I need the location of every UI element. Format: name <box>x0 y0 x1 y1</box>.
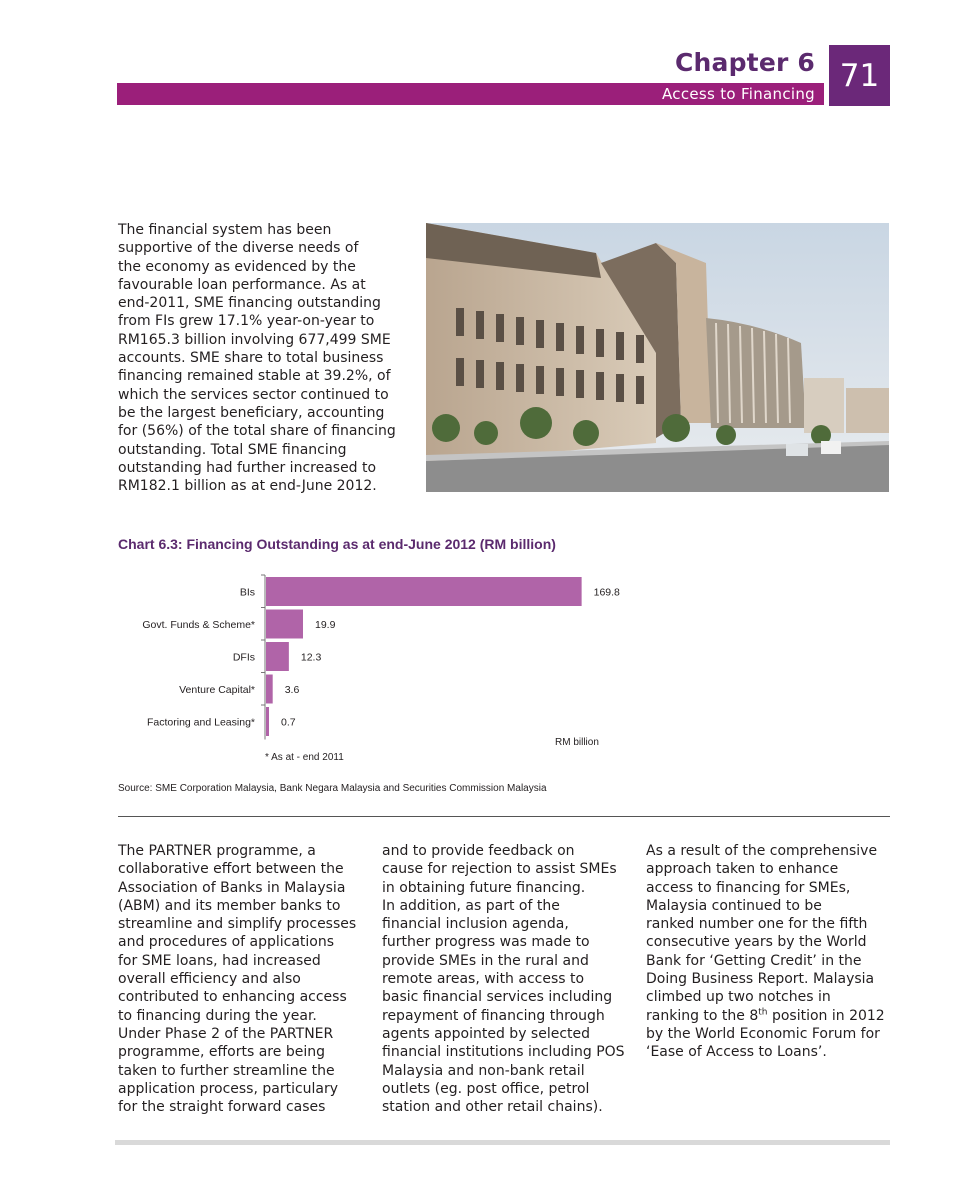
text-line: The PARTNER programme, a <box>118 843 316 859</box>
text-line: to financing during the year. <box>118 1007 317 1024</box>
chart-category-label: Factoring and Leasing* <box>147 716 255 729</box>
chart-category-label: Govt. Funds & Scheme* <box>142 619 255 631</box>
text-line: approach taken to enhance <box>646 861 839 878</box>
text-line: provide SMEs in the rural and <box>382 952 589 969</box>
chart-data-label: 3.6 <box>284 684 300 696</box>
intro-line: The financial system has been <box>118 222 332 238</box>
text-line: further progress was made to <box>382 934 590 951</box>
text-line: (ABM) and its member banks to <box>118 897 341 914</box>
intro-line: favourable loan performance. As at <box>118 276 366 293</box>
text-line: and to provide feedback on <box>382 843 575 859</box>
text-line: outlets (eg. post office, petrol <box>382 1080 590 1097</box>
text-line: In addition, as part of the <box>382 897 560 914</box>
intro-line: outstanding. Total SME financing <box>118 441 347 458</box>
text-line: repayment of financing through <box>382 1007 605 1024</box>
section-divider <box>118 816 890 817</box>
intro-line: which the services sector continued to <box>118 386 389 403</box>
text-line: financial inclusion agenda, <box>382 916 569 933</box>
text-line: application process, particulary <box>118 1080 339 1097</box>
text-line: by the World Economic Forum for <box>646 1025 880 1042</box>
chart-data-label: 12.3 <box>300 651 322 664</box>
intro-line: financing remained stable at 39.2%, of <box>118 368 391 385</box>
text-line: for SME loans, had increased <box>118 952 321 969</box>
intro-line: RM182.1 billion as at end-June 2012. <box>118 478 377 495</box>
text-line: financial institutions including POS <box>382 1044 625 1061</box>
text-line: Doing Business Report. Malaysia <box>646 971 875 988</box>
intro-line: RM165.3 billion involving 677,499 SME <box>118 331 391 348</box>
chart-title: Chart 6.3: Financing Outstanding as at end-June 2012 (RM billion) <box>118 536 556 552</box>
chart-bar <box>266 707 269 736</box>
intro-line: outstanding had further increased to <box>118 459 377 476</box>
text-line: for the straight forward cases <box>118 1099 326 1116</box>
text-line: ranked number one for the fifth <box>646 916 868 933</box>
text-line: remote areas, with access to <box>382 971 585 988</box>
intro-line: accounts. SME share to total business <box>118 350 384 367</box>
text-line: streamline and simplify processes <box>118 916 357 933</box>
intro-line: for (56%) of the total share of financing <box>118 423 396 440</box>
text-line: basic financial services including <box>382 989 613 1006</box>
chart-category-label: DFIs <box>232 651 255 664</box>
text-line: Malaysia continued to be <box>646 897 822 914</box>
source-note: Source: SME Corporation Malaysia, Bank Negara Malaysia and Securities Commission Malaysia <box>118 783 547 794</box>
chart-footnote: * As at - end 2011 <box>265 752 344 763</box>
intro-line: be the largest beneficiary, accounting <box>118 404 385 421</box>
text-line: Malaysia and non-bank retail <box>382 1062 585 1079</box>
chart-data-label: 19.9 <box>314 619 336 631</box>
chart-bar <box>266 577 582 606</box>
chart-bar <box>266 610 303 639</box>
column-1-text <box>118 842 368 1116</box>
page-number: 71 <box>829 45 890 106</box>
financing-bar-chart <box>110 565 670 740</box>
text-line: Association of Banks in Malaysia <box>118 879 346 896</box>
column-3-text <box>646 842 896 1062</box>
intro-paragraph <box>118 221 402 495</box>
building-photo <box>426 223 889 492</box>
text-line: As a result of the comprehensive <box>646 843 878 859</box>
chart-category-label: Venture Capital* <box>179 684 255 696</box>
intro-line: end-2011, SME financing outstanding <box>118 295 381 312</box>
ranking-line: ranking to the 8th position in 2012 <box>646 1007 885 1024</box>
column-2-text <box>382 842 632 1116</box>
text-line: Under Phase 2 of the PARTNER <box>118 1025 334 1042</box>
text-line: climbed up two notches in <box>646 989 831 1006</box>
chart-bar <box>266 642 289 671</box>
chapter-title: Chapter 6 <box>674 48 815 77</box>
intro-line: supportive of the diverse needs of <box>118 240 359 257</box>
text-line: consecutive years by the World <box>646 934 867 951</box>
text-line: in obtaining future financing. <box>382 879 586 896</box>
intro-line: from FIs grew 17.1% year-on-year to <box>118 313 375 330</box>
text-line: ‘Ease of Access to Loans’. <box>646 1044 827 1061</box>
chart-x-axis-label: RM billion <box>555 737 599 748</box>
text-line: programme, efforts are being <box>118 1044 325 1061</box>
footer-bar <box>115 1140 890 1145</box>
intro-line: the economy as evidenced by the <box>118 258 356 275</box>
chart-data-label: 0.7 <box>281 716 296 729</box>
text-line: collaborative effort between the <box>118 861 344 878</box>
text-line: access to financing for SMEs, <box>646 879 851 896</box>
chart-data-label: 169.8 <box>593 586 620 599</box>
section-title: Access to Financing <box>662 85 815 103</box>
text-line: overall efficiency and also <box>118 971 301 988</box>
text-line: cause for rejection to assist SMEs <box>382 861 617 878</box>
text-line: taken to further streamline the <box>118 1062 335 1079</box>
text-line: and procedures of applications <box>118 934 335 951</box>
text-line: agents appointed by selected <box>382 1025 591 1042</box>
text-line: station and other retail chains). <box>382 1099 603 1116</box>
text-line: contributed to enhancing access <box>118 989 347 1006</box>
text-line: Bank for ‘Getting Credit’ in the <box>646 952 862 969</box>
chart-category-label: BIs <box>239 586 255 599</box>
chart-bar <box>266 675 273 704</box>
